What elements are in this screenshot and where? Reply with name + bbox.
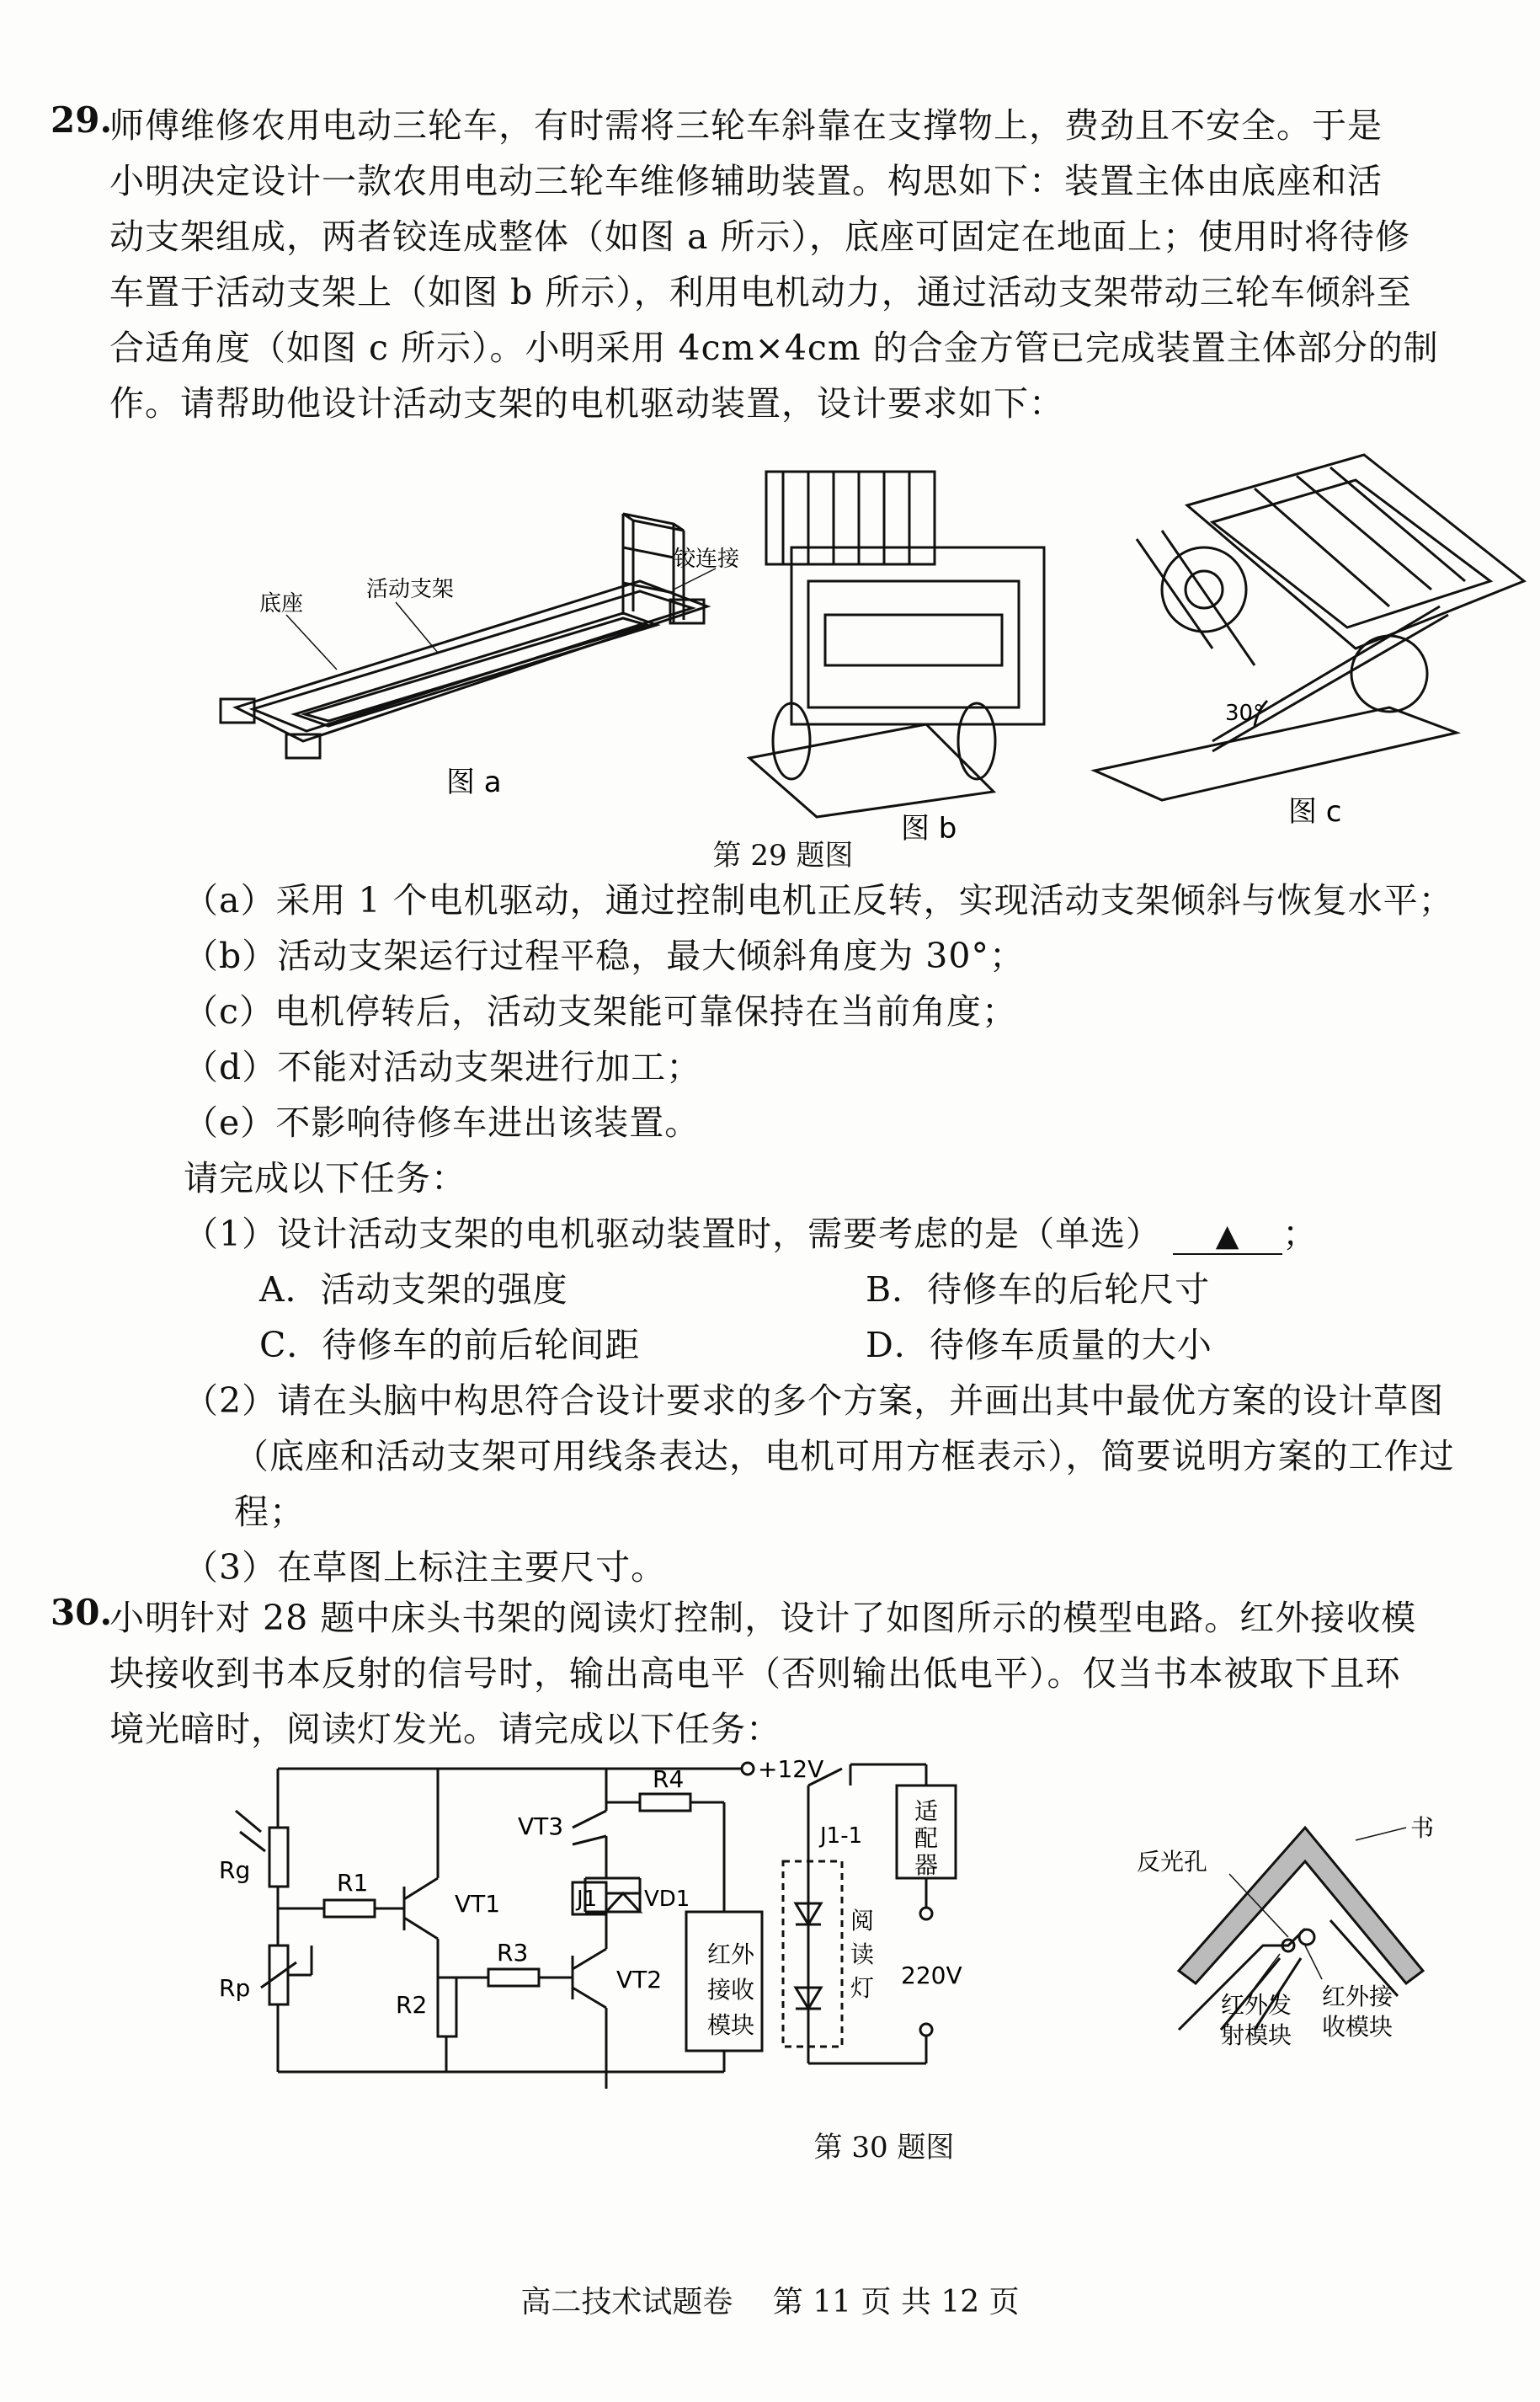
figure-29-caption: 第 29 题图	[712, 839, 854, 873]
label-vt3: VT3	[518, 1812, 564, 1840]
ir-module-label: 红外	[707, 1940, 755, 1968]
q29-task-1-text: （1）设计活动支架的电机驱动装置时，需要考虑的是（单选）	[184, 1214, 1162, 1254]
label-vt2: VT2	[616, 1966, 663, 1994]
label-ir-tx: 红外发	[1221, 1991, 1292, 2019]
label-ir-rx: 红外接	[1322, 1983, 1393, 2010]
option-b: B．待修车的后轮尺寸	[866, 1269, 1211, 1310]
label-book: 书	[1410, 1814, 1435, 1842]
q29-task-1-tail: ；	[1282, 1214, 1319, 1254]
ir-module-label: 接收	[707, 1976, 755, 2004]
q29-intro-line: 动支架组成，两者铰连成整体（如图 a 所示），底座可固定在地面上；使用时将待修	[109, 216, 1411, 257]
label-j1: J1	[577, 1887, 598, 1912]
lamp-label: 读	[850, 1940, 875, 1968]
option-d: D．待修车质量的大小	[866, 1325, 1212, 1365]
adapter-label: 适	[914, 1797, 939, 1825]
q30-intro-line: 境光暗时，阅读灯发光。请完成以下任务：	[109, 1709, 781, 1749]
q29-requirement: （e）不影响待修车进出该装置。	[184, 1102, 701, 1143]
label-reflect-hole: 反光孔	[1137, 1848, 1208, 1876]
lamp-label: 灯	[850, 1974, 875, 2002]
question-30-number: 30.	[51, 1592, 113, 1633]
label-vt1: VT1	[455, 1890, 501, 1918]
q29-intro-line: 合适角度（如图 c 所示）。小明采用 4cm×4cm 的合金方管已完成装置主体部分的制	[109, 328, 1439, 368]
q29-intro-line: 作。请帮助他设计活动支架的电机驱动装置，设计要求如下：	[109, 383, 1064, 424]
q30-intro-line: 小明针对 28 题中床头书架的阅读灯控制，设计了如图所示的模型电路。红外接收模	[109, 1598, 1417, 1638]
figure-30-caption: 第 30 题图	[813, 2131, 955, 2164]
q29-task-1	[184, 1206, 1531, 1262]
q29-requirements	[184, 873, 1531, 1150]
label-r3: R3	[497, 1939, 529, 1967]
q29-intro-line: 车置于活动支架上（如图 b 所示），利用电机动力，通过活动支架带动三轮车倾斜至	[109, 272, 1412, 312]
fig-c-angle-label: 30°	[1225, 701, 1265, 726]
option-c: C．待修车的前后轮间距	[259, 1325, 641, 1365]
fig-a-label-hinge: 铰连接	[674, 547, 740, 572]
label-ir-tx: 射模块	[1221, 2021, 1292, 2049]
label-r4: R4	[653, 1765, 685, 1793]
label-r1: R1	[337, 1869, 369, 1897]
q29-tasks	[184, 1150, 1531, 1595]
answer-blank[interactable]: ▲	[1173, 1220, 1282, 1255]
q29-options-row	[184, 1317, 1531, 1373]
fig-c-caption: 图 c	[1288, 795, 1342, 829]
label-vcc: +12V	[758, 1755, 824, 1783]
q29-task-2-line: 程；	[234, 1492, 305, 1532]
label-r2: R2	[396, 1991, 428, 2019]
figure-c-drawing	[1086, 438, 1532, 834]
fig-b-caption: 图 b	[901, 812, 957, 846]
q29-requirement: （c）电机停转后，活动支架能可靠保持在当前角度；	[184, 991, 1017, 1032]
q29-requirement: （d）不能对活动支架进行加工；	[184, 1047, 702, 1087]
ir-module-label: 模块	[707, 2011, 755, 2039]
q29-intro-line: 师傅维修农用电动三轮车，有时需将三轮车斜靠在支撑物上，费劲且不安全。于是	[109, 105, 1383, 146]
adapter-label: 配	[914, 1824, 939, 1852]
q29-options-row	[184, 1262, 1531, 1317]
q29-intro-line: 小明决定设计一款农用电动三轮车维修辅助装置。构思如下：装置主体由底座和活	[109, 161, 1383, 201]
figure-a-drawing	[202, 488, 758, 825]
page-footer: 高二技术试题卷 第 11 页 共 12 页	[520, 2285, 1020, 2319]
option-a: A．活动支架的强度	[259, 1269, 568, 1310]
lamp-label: 阅	[850, 1907, 875, 1935]
label-vd1: VD1	[644, 1887, 690, 1912]
q29-requirement: （a）采用 1 个电机驱动，通过控制电机正反转，实现活动支架倾斜与恢复水平；	[184, 880, 1454, 921]
label-ir-rx: 收模块	[1322, 2013, 1393, 2041]
figure-b-drawing	[741, 455, 1095, 851]
q29-task-3: （3）在草图上标注主要尺寸。	[184, 1547, 667, 1588]
label-rp: Rp	[219, 1974, 251, 2002]
circuit-diagram	[202, 1752, 1052, 2106]
question-30-intro	[109, 1590, 1524, 1757]
fig-a-caption: 图 a	[446, 766, 502, 799]
book-diagram	[1128, 1777, 1532, 2055]
q30-intro-line: 块接收到书本反射的信号时，输出高电平（否则输出低电平）。仅当书本被取下且环	[109, 1653, 1401, 1694]
q29-task-intro: 请完成以下任务：	[184, 1158, 466, 1198]
fig-a-label-base: 底座	[259, 591, 304, 617]
fig-a-label-frame: 活动支架	[366, 577, 455, 602]
label-rg: Rg	[219, 1856, 251, 1884]
q29-task-2-line: （底座和活动支架可用线条表达，电机可用方框表示），简要说明方案的工作过	[234, 1436, 1455, 1476]
label-j1-1: J1-1	[820, 1823, 863, 1849]
question-29-number: 29.	[51, 99, 113, 141]
adapter-label: 器	[914, 1851, 939, 1879]
label-ac: 220V	[901, 1962, 962, 1989]
question-29-intro	[109, 98, 1524, 431]
q29-task-2-line: （2）请在头脑中构思符合设计要求的多个方案，并画出其中最优方案的设计草图	[184, 1380, 1445, 1421]
q29-requirement: （b）活动支架运行过程平稳，最大倾斜角度为 30°；	[184, 936, 1025, 976]
